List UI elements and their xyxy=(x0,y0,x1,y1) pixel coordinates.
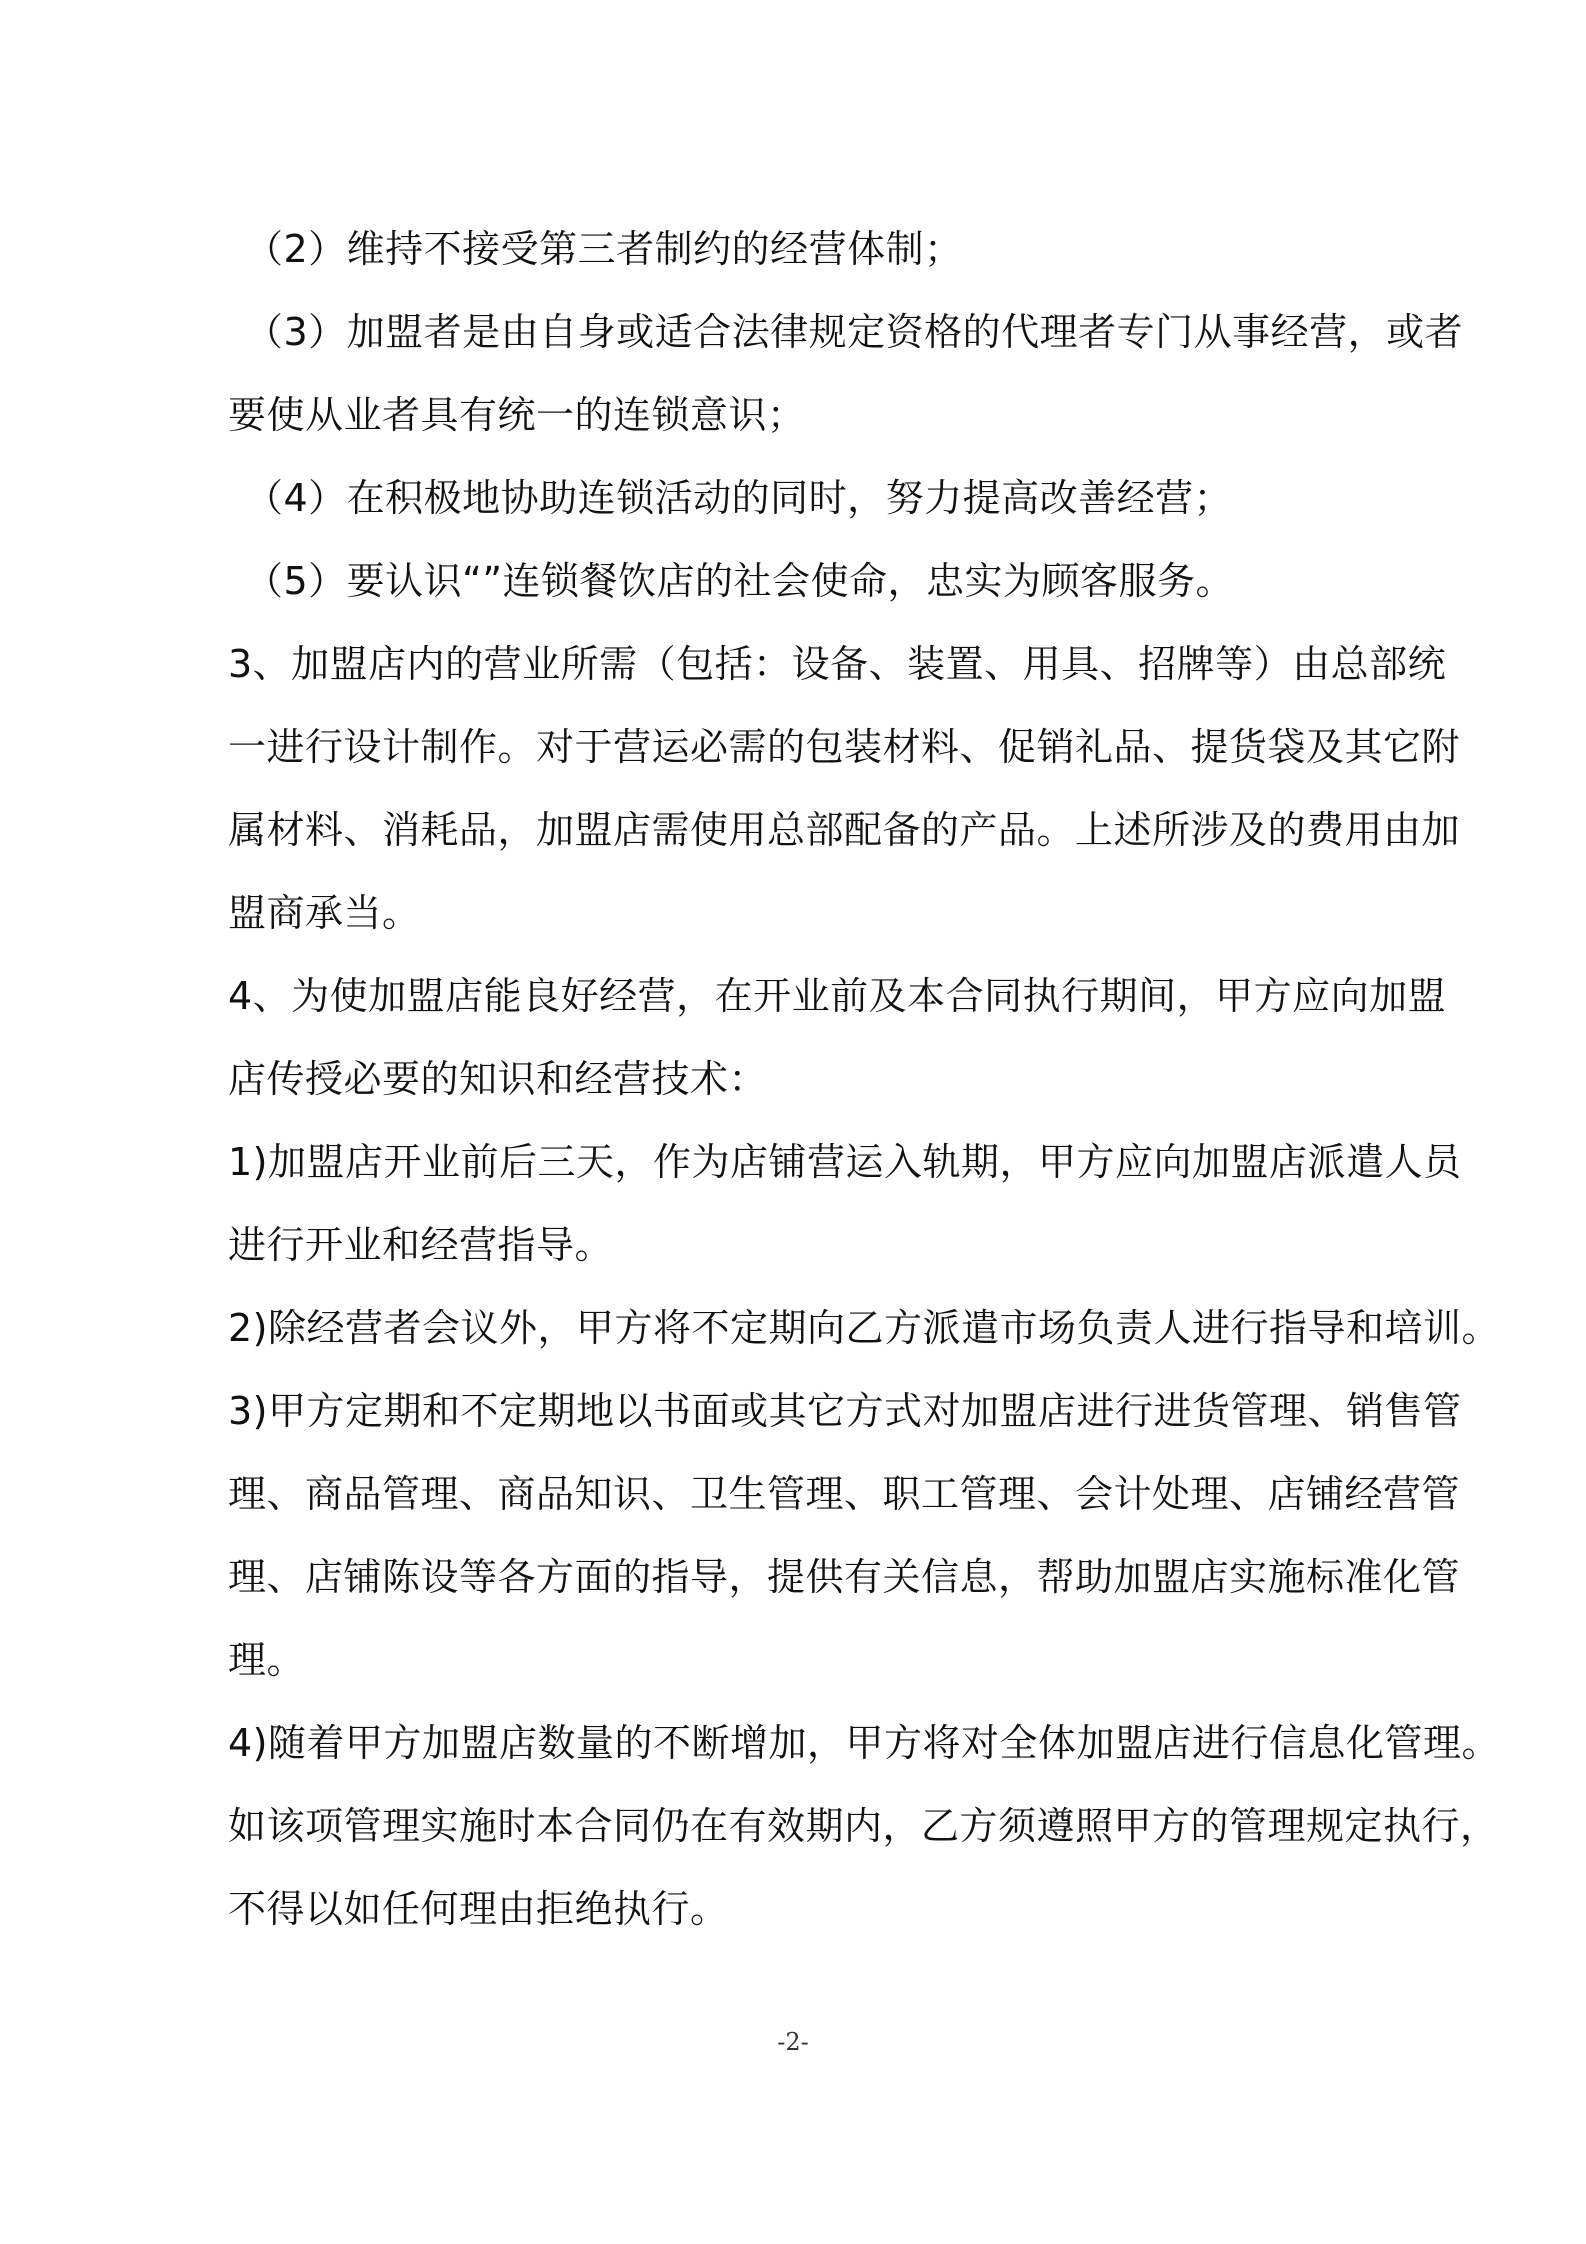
item-4-line-2: 如该项管理实施时本合同仍在有效期内，乙方须遵照甲方的管理规定执行， xyxy=(228,1804,1499,1848)
item-4-line-3: 不得以如任何理由拒绝执行。 xyxy=(228,1887,729,1931)
clause-4-line: （4）在积极地协助连锁活动的同时，努力提高改善经营； xyxy=(245,476,1233,520)
section-4-line-1: 4、为使加盟店能良好经营，在开业前及本合同执行期间，甲方应向加盟 xyxy=(228,974,1447,1018)
item-1-line-1: 1)加盟店开业前后三天，作为店铺营运入轨期，甲方应向加盟店派遣人员 xyxy=(228,1140,1462,1184)
item-1-line-2: 进行开业和经营指导。 xyxy=(228,1223,614,1267)
item-3-line-3: 理、店铺陈设等各方面的指导，提供有关信息，帮助加盟店实施标准化管 xyxy=(228,1555,1461,1599)
item-3-line-4: 理。 xyxy=(228,1638,306,1682)
document-body xyxy=(228,208,1501,1951)
clause-2-line: （2）维持不接受第三者制约的经营体制； xyxy=(245,227,963,271)
item-2-line: 2)除经营者会议外，甲方将不定期向乙方派遣市场负责人进行指导和培训。 xyxy=(228,1306,1501,1350)
section-3-line-2: 一进行设计制作。对于营运必需的包装材料、促销礼品、提货袋及其它附 xyxy=(228,725,1461,769)
section-4-line-2: 店传授必要的知识和经营技术： xyxy=(228,1057,768,1101)
clause-3-continuation: 要使从业者具有统一的连锁意识； xyxy=(228,393,806,437)
section-3-line-4: 盟商承当。 xyxy=(228,891,421,935)
section-3-line-3: 属材料、消耗品，加盟店需使用总部配备的产品。上述所涉及的费用由加 xyxy=(228,808,1461,852)
clause-5-line: （5）要认识“”连锁餐饮店的社会使命，忠实为顾客服务。 xyxy=(245,559,1235,603)
section-3-line-1: 3、加盟店内的营业所需（包括：设备、装置、用具、招牌等）由总部统 xyxy=(228,642,1447,686)
item-4-line-1: 4)随着甲方加盟店数量的不断增加，甲方将对全体加盟店进行信息化管理。 xyxy=(228,1721,1501,1765)
page-number: -2- xyxy=(777,2028,809,2056)
clause-3-line: （3）加盟者是由自身或适合法律规定资格的代理者专门从事经营，或者 xyxy=(245,310,1464,354)
item-3-line-2: 理、商品管理、商品知识、卫生管理、职工管理、会计处理、店铺经营管 xyxy=(228,1472,1461,1516)
item-3-line-1: 3)甲方定期和不定期地以书面或其它方式对加盟店进行进货管理、销售管 xyxy=(228,1389,1462,1433)
